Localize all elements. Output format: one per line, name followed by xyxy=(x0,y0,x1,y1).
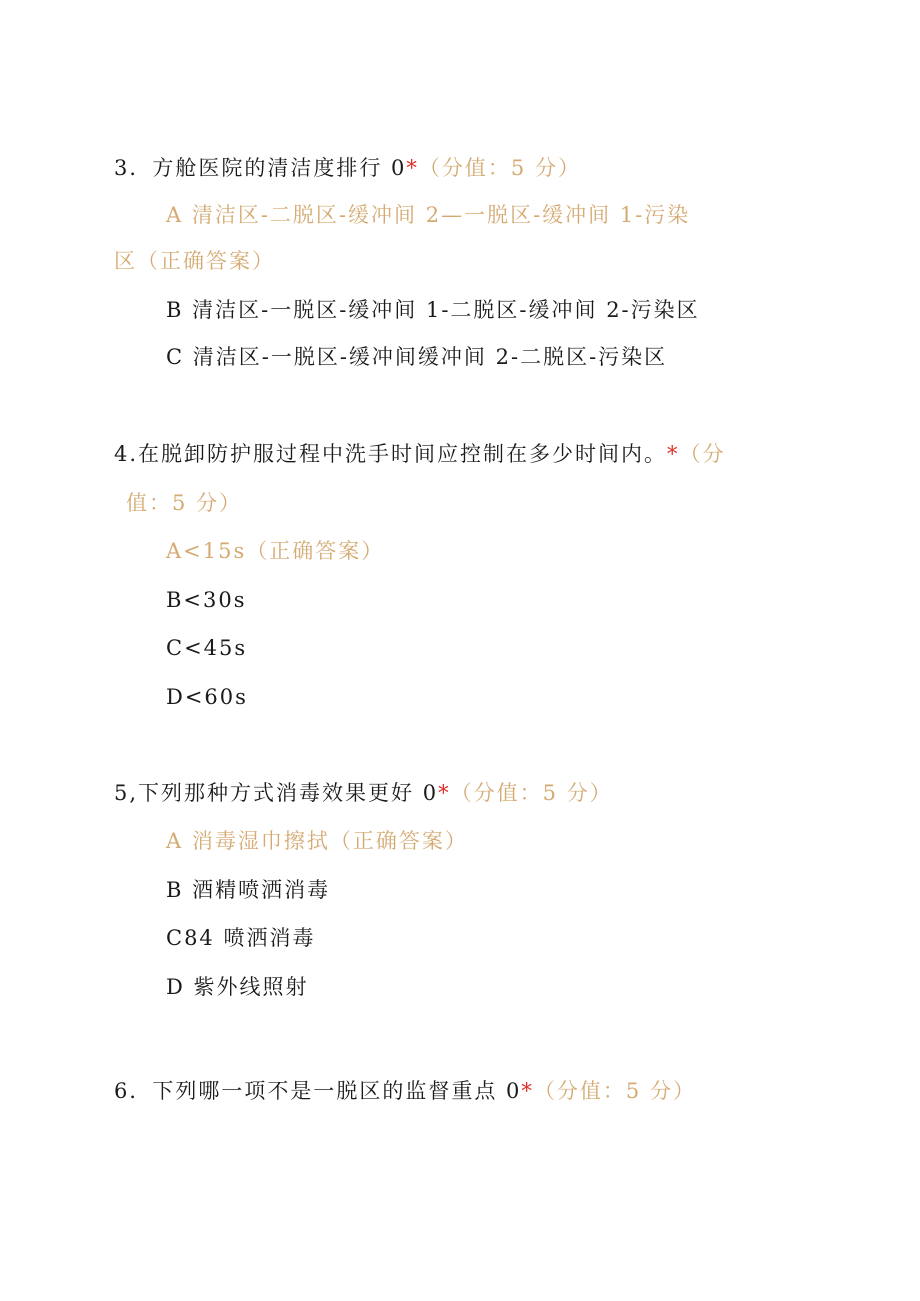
question-6-title xyxy=(114,1077,696,1105)
question-3-option-b: B 清洁区-一脱区-缓冲间 1-二脱区-缓冲间 2-污染区 xyxy=(166,298,700,322)
score-label: （分值：5 分） xyxy=(533,1079,696,1103)
score-label: （分值：5 分） xyxy=(450,781,613,805)
score-label: （分 xyxy=(679,442,726,466)
required-marker: * xyxy=(406,156,419,180)
score-label: （分值：5 分） xyxy=(418,156,581,180)
question-4-option-c: C<45s xyxy=(166,636,248,660)
question-4-score-continued: 值：5 分） xyxy=(126,491,243,515)
required-marker: * xyxy=(521,1079,534,1103)
question-text: ．方舱医院的清洁度排行 0 xyxy=(129,156,407,180)
question-4-option-b: B<30s xyxy=(166,588,247,612)
question-3-title xyxy=(114,154,581,182)
question-5-correct-option: A 消毒湿巾擦拭（正确答案） xyxy=(166,829,468,853)
question-number: 6 xyxy=(114,1079,130,1103)
question-text: 下列那种方式消毒效果更好 0 xyxy=(138,781,439,805)
question-number: 3 xyxy=(114,156,130,180)
question-3-correct-option: A 清洁区-二脱区-缓冲间 2—一脱区-缓冲间 1-污染 xyxy=(166,203,691,227)
question-3-option-c: C 清洁区-一脱区-缓冲间缓冲间 2-二脱区-污染区 xyxy=(166,345,668,369)
question-text: 在脱卸防护服过程中洗手时间应控制在多少时间内。 xyxy=(138,442,668,466)
question-5-option-b: B 酒精喷洒消毒 xyxy=(166,878,331,902)
question-5-title xyxy=(114,779,613,807)
question-5-option-c: C84 喷洒消毒 xyxy=(166,926,316,950)
question-number: 4. xyxy=(114,442,139,466)
required-marker: * xyxy=(667,442,680,466)
question-3-correct-option-continued: 区（正确答案） xyxy=(114,249,275,273)
required-marker: * xyxy=(438,781,451,805)
question-4-correct-option: A<15s（正确答案） xyxy=(166,539,385,563)
question-5-option-d: D 紫外线照射 xyxy=(166,975,309,999)
question-4-option-d: D<60s xyxy=(166,685,248,709)
question-text: ．下列哪一项不是一脱区的监督重点 0 xyxy=(129,1079,522,1103)
question-4-title xyxy=(114,440,726,468)
question-number: 5, xyxy=(114,781,139,805)
